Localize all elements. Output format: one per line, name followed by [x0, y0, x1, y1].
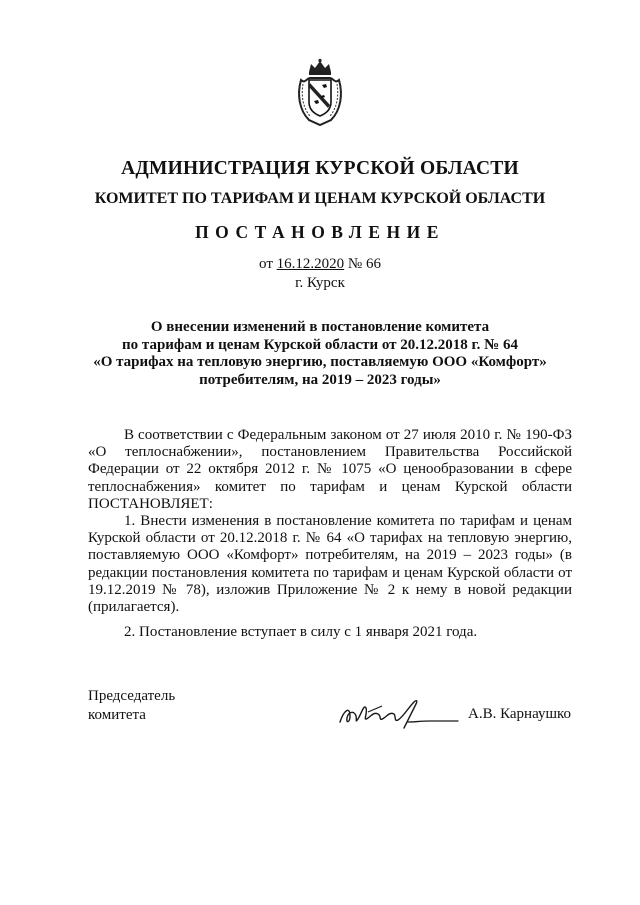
- committee-title: КОМИТЕТ ПО ТАРИФАМ И ЦЕНАМ КУРСКОЙ ОБЛАСТИ: [94, 190, 546, 207]
- document-title: [80, 319, 560, 389]
- position-line: Председатель: [88, 688, 176, 704]
- position-line: комитета: [88, 707, 146, 723]
- coat-of-arms-icon: [295, 58, 345, 128]
- item-1-paragraph: 1. Внести изменения в постановление комитета по тарифам и ценам Курской области от 20.12.2018 г. № 64 «О тарифах на тепловую энергию, поставляемую ООО «Комфорт» потребителям, на 2019 – 2023 годы» (в редакции постановления комитета по тарифам и ценам Курской области от 19.12.2019 № 78), изложив Приложение № 2 к нему в новой редакции (прилагается).: [88, 513, 572, 616]
- document-date: 16.12.2020: [276, 256, 345, 272]
- item-2-paragraph: 2. Постановление вступает в силу с 1 января 2021 года.: [124, 624, 478, 641]
- document-type: ПОСТАНОВЛЕНИЕ: [195, 222, 445, 242]
- signature-icon: [338, 692, 460, 732]
- preamble-paragraph: В соответствии с Федеральным законом от 27 июля 2010 г. № 190-ФЗ «О теплоснабжении», постановлением Правительства Российской Федерации от 22 октября 2012 г. № 1075 «О ценообразовании в сфере теплоснабжения» комитет по тарифам и ценам Курской области ПОСТАНОВЛЯЕТ:: [88, 427, 572, 512]
- date-number-line: [0, 256, 640, 273]
- title-line: по тарифам и ценам Курской области от 20.12.2018 г. № 64: [122, 336, 518, 353]
- title-line: «О тарифах на тепловую энергию, поставляемую ООО «Комфорт»: [93, 354, 547, 370]
- document-body: [88, 427, 572, 641]
- city: г. Курск: [295, 275, 345, 291]
- date-prefix: от: [259, 256, 277, 272]
- org-title: АДМИНИСТРАЦИЯ КУРСКОЙ ОБЛАСТИ: [121, 158, 519, 179]
- title-line: потребителям, на 2019 – 2023 годы»: [199, 371, 441, 388]
- document-number: № 66: [344, 256, 381, 272]
- signatory-name: А.В. Карнаушко: [468, 706, 572, 722]
- title-line: О внесении изменений в постановление комитета: [150, 319, 490, 335]
- signatory-position: [88, 687, 175, 725]
